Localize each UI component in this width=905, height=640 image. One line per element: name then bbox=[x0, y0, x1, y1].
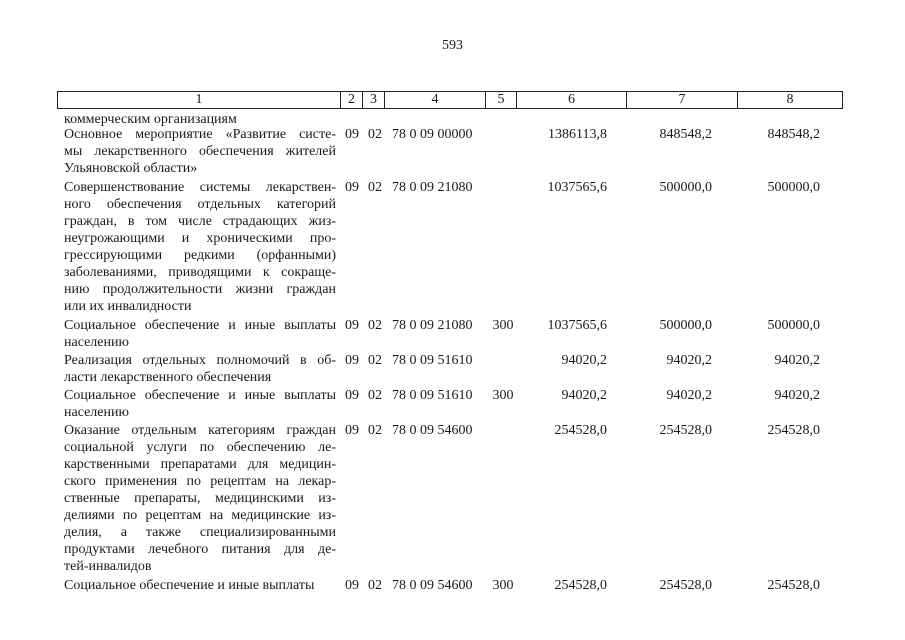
row-5-col-7: 94020,2 bbox=[666, 388, 712, 403]
row-2-desc-line-1: ного обеспечения отдельных категорий bbox=[64, 197, 336, 212]
row-2-desc-line-4: грессирующими редкими (орфанными) bbox=[64, 248, 336, 263]
row-2-desc-line-5: заболеваниями, приводящими к сокраще- bbox=[64, 265, 336, 280]
header-col-8: 8 bbox=[737, 92, 842, 108]
row-2-desc-line-7: или их инвалидности bbox=[64, 299, 192, 314]
row-3-col-6: 1037565,6 bbox=[547, 318, 607, 333]
row-6-desc-line-6: делия, а также специализированными bbox=[64, 525, 336, 540]
row-6-col-7: 254528,0 bbox=[659, 423, 712, 438]
row-5-col-4: 78 0 09 51610 bbox=[392, 388, 473, 403]
row-6-desc-line-7: продуктами лечебного питания для де- bbox=[64, 542, 336, 557]
row-6-desc-line-8: тей-инвалидов bbox=[64, 559, 152, 574]
row-3-desc-line-0: Социальное обеспечение и иные выплаты bbox=[64, 318, 336, 333]
row-5-desc-line-0: Социальное обеспечение и иные выплаты bbox=[64, 388, 336, 403]
header-col-6: 6 bbox=[516, 92, 626, 108]
row-6-desc-line-2: карственными препаратами для медицин- bbox=[64, 457, 336, 472]
row-1-desc-line-1: мы лекарственного обеспечения жителей bbox=[64, 144, 336, 159]
row-1-col-3: 02 bbox=[368, 127, 382, 142]
row-2-desc-line-0: Совершенствование системы лекарствен- bbox=[64, 180, 336, 195]
row-3-col-3: 02 bbox=[368, 318, 382, 333]
row-7-col-7: 254528,0 bbox=[659, 578, 712, 593]
row-1-desc-line-0: Основное мероприятие «Развитие систе- bbox=[64, 127, 336, 142]
row-7-desc-line-0: Социальное обеспечение и иные выплаты bbox=[64, 578, 315, 593]
row-1-col-7: 848548,2 bbox=[659, 127, 712, 142]
row-4-col-2: 09 bbox=[345, 353, 359, 368]
row-2-col-6: 1037565,6 bbox=[547, 180, 607, 195]
row-6-desc-line-0: Оказание отдельным категориям граждан bbox=[64, 423, 336, 438]
row-3-col-7: 500000,0 bbox=[659, 318, 712, 333]
row-2-col-7: 500000,0 bbox=[659, 180, 712, 195]
row-6-col-6: 254528,0 bbox=[554, 423, 607, 438]
row-5-desc-line-1: населению bbox=[64, 405, 129, 420]
row-3-col-5: 300 bbox=[492, 318, 514, 333]
row-4-col-4: 78 0 09 51610 bbox=[392, 353, 473, 368]
row-1-col-6: 1386113,8 bbox=[548, 127, 607, 142]
row-1-desc-line-2: Ульяновской области» bbox=[64, 161, 198, 176]
row-2-col-4: 78 0 09 21080 bbox=[392, 180, 473, 195]
header-col-7: 7 bbox=[626, 92, 737, 108]
row-5-col-6: 94020,2 bbox=[561, 388, 607, 403]
row-7-col-6: 254528,0 bbox=[554, 578, 607, 593]
row-5-col-3: 02 bbox=[368, 388, 382, 403]
row-6-desc-line-4: ственные препараты, медицинскими из- bbox=[64, 491, 336, 506]
row-4-desc-line-1: ласти лекарственного обеспечения bbox=[64, 370, 272, 385]
row-6-desc-line-3: ского применения по рецептам на лекар- bbox=[64, 474, 336, 489]
row-4-col-8: 94020,2 bbox=[774, 353, 820, 368]
row-0-desc-line-0: коммерческим организациям bbox=[64, 112, 237, 127]
row-1-col-4: 78 0 09 00000 bbox=[392, 127, 473, 142]
header-col-4: 4 bbox=[384, 92, 485, 108]
row-7-col-3: 02 bbox=[368, 578, 382, 593]
row-3-col-4: 78 0 09 21080 bbox=[392, 318, 473, 333]
row-2-desc-line-2: граждан, в том числе страдающих жиз- bbox=[64, 214, 336, 229]
row-3-col-2: 09 bbox=[345, 318, 359, 333]
row-6-desc-line-1: социальной услуги по обеспечению ле- bbox=[64, 440, 336, 455]
row-3-col-8: 500000,0 bbox=[767, 318, 820, 333]
header-col-2: 2 bbox=[340, 92, 362, 108]
row-4-col-7: 94020,2 bbox=[666, 353, 712, 368]
row-5-col-5: 300 bbox=[492, 388, 514, 403]
header-col-5: 5 bbox=[485, 92, 516, 108]
row-6-col-4: 78 0 09 54600 bbox=[392, 423, 473, 438]
row-7-col-5: 300 bbox=[492, 578, 514, 593]
row-1-col-2: 09 bbox=[345, 127, 359, 142]
row-7-col-2: 09 bbox=[345, 578, 359, 593]
row-6-col-3: 02 bbox=[368, 423, 382, 438]
row-5-col-8: 94020,2 bbox=[774, 388, 820, 403]
row-1-col-8: 848548,2 bbox=[767, 127, 820, 142]
header-col-1: 1 bbox=[195, 92, 203, 107]
row-4-desc-line-0: Реализация отдельных полномочий в об- bbox=[64, 353, 336, 368]
page-number: 593 bbox=[442, 38, 463, 53]
table-header bbox=[57, 91, 843, 109]
row-7-col-8: 254528,0 bbox=[767, 578, 820, 593]
row-2-col-3: 02 bbox=[368, 180, 382, 195]
row-6-desc-line-5: делиями по рецептам на медицинские из- bbox=[64, 508, 336, 523]
row-2-desc-line-6: нию продолжительности жизни граждан bbox=[64, 282, 336, 297]
row-2-col-8: 500000,0 bbox=[767, 180, 820, 195]
row-2-col-2: 09 bbox=[345, 180, 359, 195]
header-col-3: 3 bbox=[362, 92, 384, 108]
row-7-col-4: 78 0 09 54600 bbox=[392, 578, 473, 593]
row-6-col-2: 09 bbox=[345, 423, 359, 438]
row-3-desc-line-1: населению bbox=[64, 335, 129, 350]
row-6-col-8: 254528,0 bbox=[767, 423, 820, 438]
row-4-col-6: 94020,2 bbox=[561, 353, 607, 368]
row-2-desc-line-3: неугрожающими и хроническими про- bbox=[64, 231, 336, 246]
row-4-col-3: 02 bbox=[368, 353, 382, 368]
row-5-col-2: 09 bbox=[345, 388, 359, 403]
